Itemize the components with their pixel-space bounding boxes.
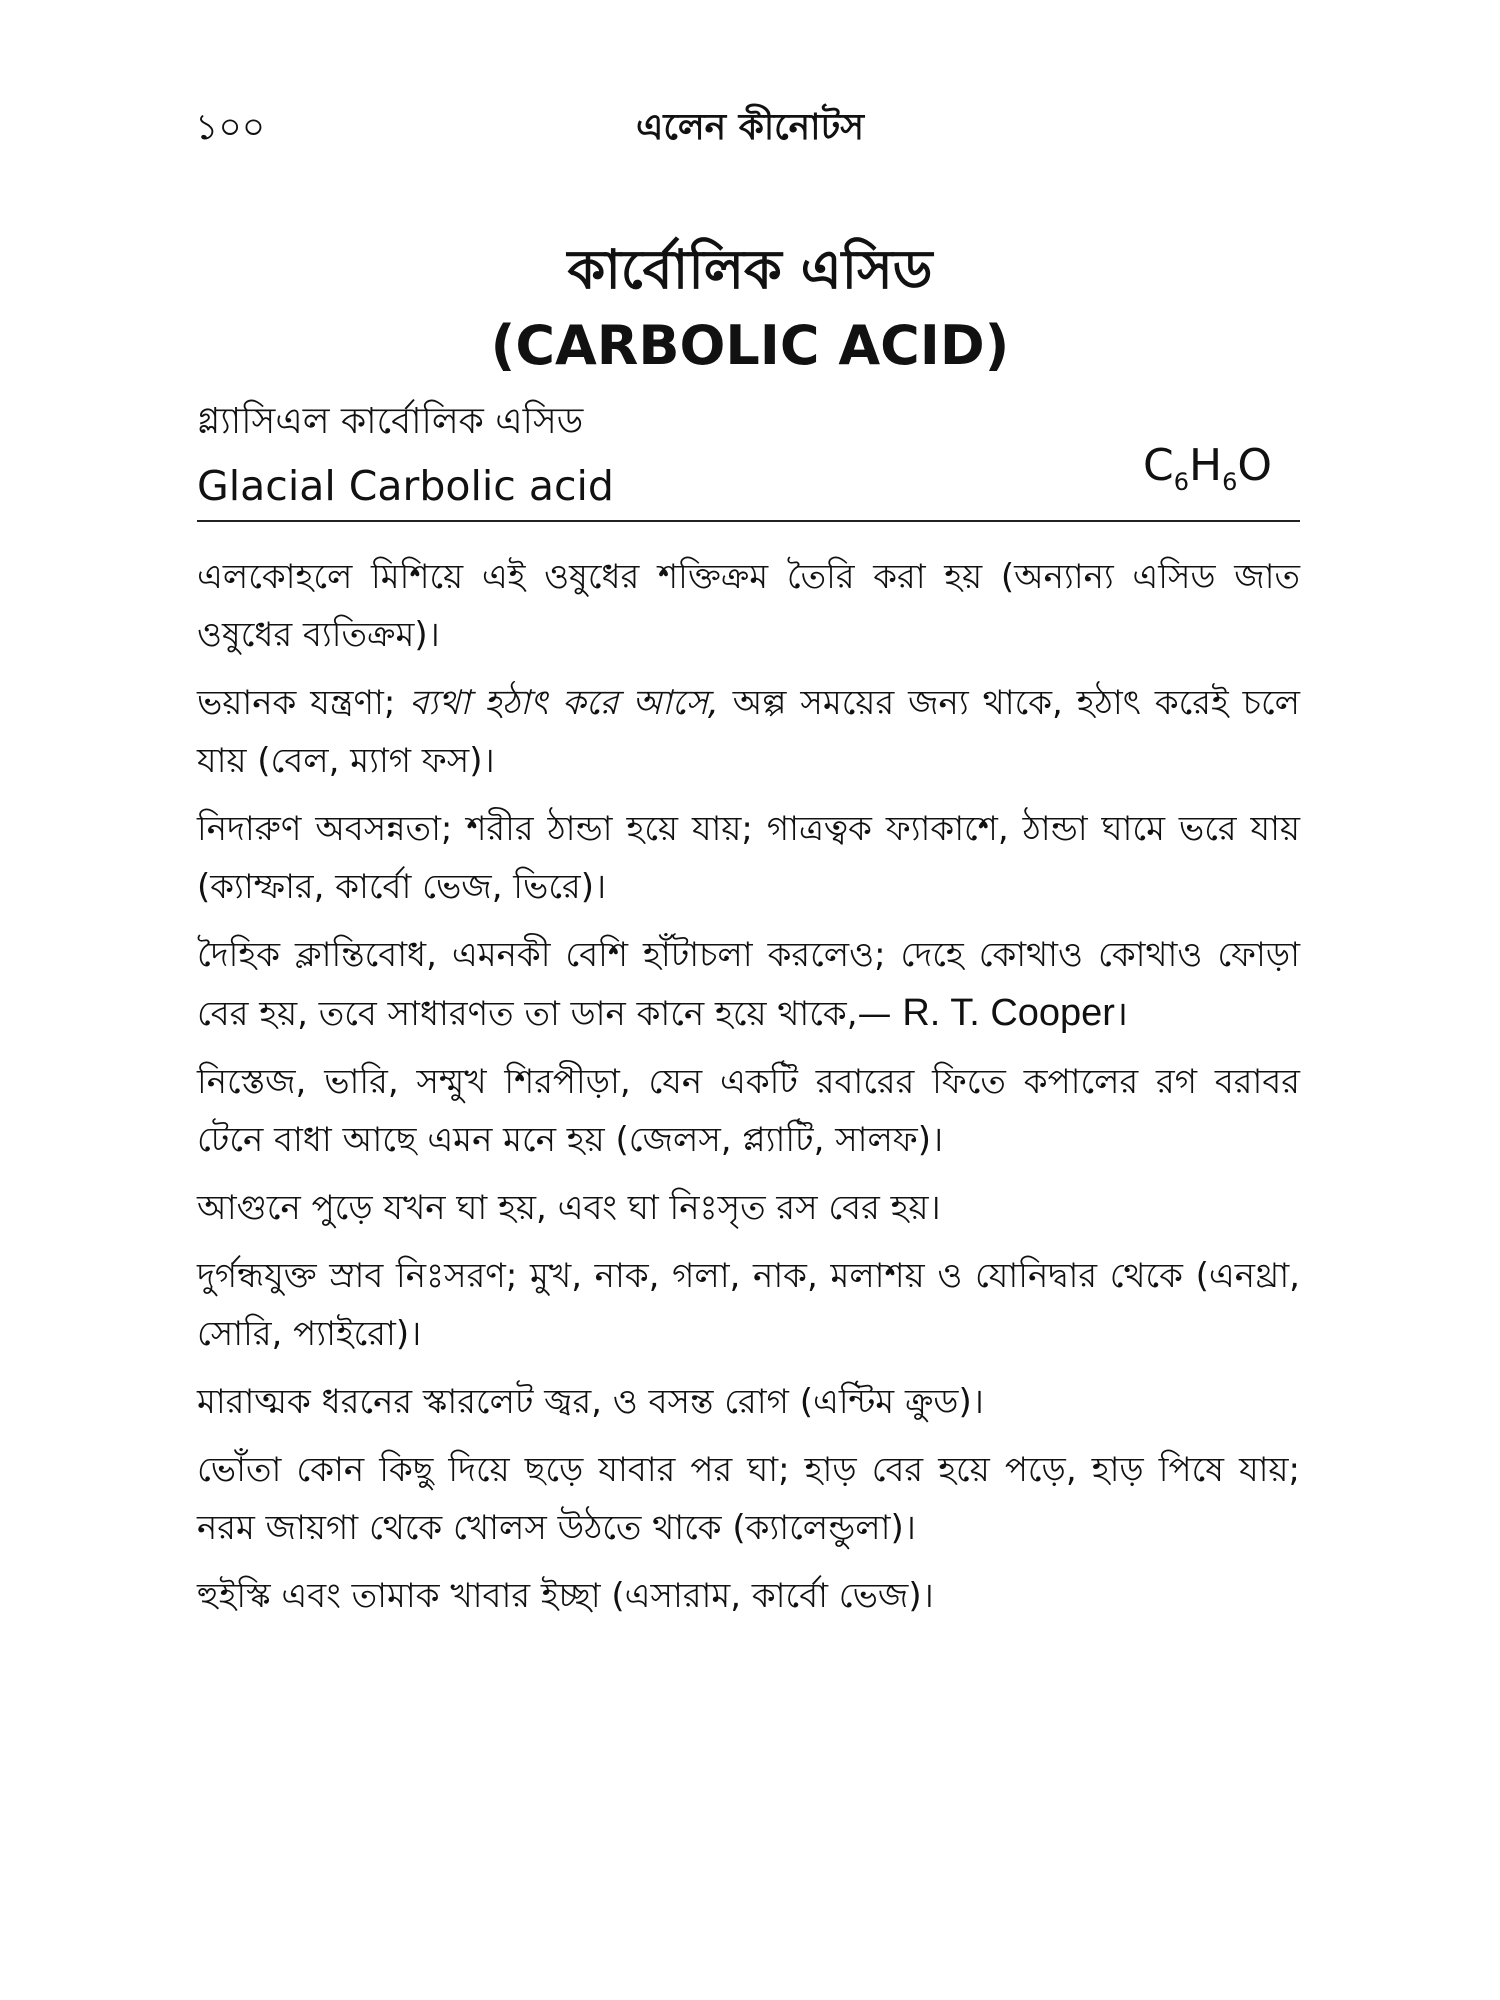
author-citation: R. T. Cooper (902, 992, 1115, 1034)
paragraph: নিস্তেজ, ভারি, সম্মুখ শিরপীড়া, যেন একটি রবারের ফিতে কপালের রগ বরাবর টেনে বাধা আছে এমন মনে হয় (জেলস, প্ল্যাটি, সালফ)। (197, 1062, 1300, 1160)
paragraph (197, 926, 1300, 1043)
formula-hydrogen-count: 6 (1222, 468, 1238, 496)
paragraph: দুর্গন্ধযুক্ত স্রাব নিঃসরণ; মুখ, নাক, গলা, নাক, মলাশয় ও যোনিদ্বার থেকে (এনথ্রা, সোরি, প্যাইরো)। (197, 1256, 1300, 1354)
running-title: এলেন কীনোটস (636, 107, 864, 148)
chemical-formula (1143, 440, 1272, 497)
formula-carbon: C (1142, 440, 1174, 491)
divider-rule (197, 520, 1300, 522)
paragraph: নিদারুণ অবসন্নতা; শরীর ঠান্ডা হয়ে যায়; গাত্রত্বক ফ্যাকাশে, ঠান্ডা ঘামে ভরে যায় (ক্যাম্ফার, কার্বো ভেজ, ভিরে)। (197, 809, 1300, 907)
paragraph-segment: অল্প সময়ের জন্য থাকে, হঠাৎ করেই চলে যায় (বেল, ম্যাগ ফস)। (197, 683, 1301, 781)
page-number: ১০০ (195, 107, 266, 148)
formula-hydrogen: H (1188, 440, 1223, 491)
paragraph: এলকোহলে মিশিয়ে এই ওষুধের শক্তিক্রম তৈরি করা হয় (অন্যান্য এসিড জাত ওষুধের ব্যতিক্রম)। (197, 557, 1300, 655)
paragraph: মারাত্মক ধরনের স্কারলেট জ্বর, ও বসন্ত রোগ (এন্টিম ক্রুড)। (197, 1382, 984, 1422)
remedy-title-bengali: কার্বোলিক এসিড (567, 238, 933, 301)
remedy-title-english: (CARBOLIC ACID) (490, 314, 1010, 377)
paragraph: আগুনে পুড়ে যখন ঘা হয়, এবং ঘা নিঃসৃত রস বের হয়। (197, 1188, 941, 1228)
paragraph: হুইস্কি এবং তামাক খাবার ইচ্ছা (এসারাম, কার্বো ভেজ)। (197, 1576, 934, 1616)
subheading-bengali: গ্ল্যাসিএল কার্বোলিক এসিড (197, 401, 584, 442)
paragraph-segment: ভয়ানক যন্ত্রণা; (197, 683, 410, 723)
paragraph-segment: দৈহিক ক্লান্তিবোধ, এমনকী বেশি হাঁটাচলা করলেও; দেহে কোথাও কোথাও ফোড়া বের হয়, তবে সাধারণত তা ডান কানে হয়ে থাকে,— (197, 935, 1300, 1034)
subheading-english: Glacial Carbolic acid (197, 462, 614, 510)
formula-carbon-count: 6 (1173, 468, 1189, 496)
paragraph: ভোঁতা কোন কিছু দিয়ে ছড়ে যাবার পর ঘা; হাড় বের হয়ে পড়ে, হাড় পিষে যায়; নরম জায়গা থেকে খোলস উঠতে থাকে (ক্যালেন্ডুলা)। (197, 1450, 1300, 1548)
remedy-body (197, 548, 1300, 1635)
paragraph (197, 674, 1300, 790)
paragraph-italic-segment: ব্যথা হঠাৎ করে আসে, (409, 683, 719, 723)
formula-oxygen: O (1237, 440, 1272, 491)
paragraph-segment: । (1114, 994, 1128, 1034)
